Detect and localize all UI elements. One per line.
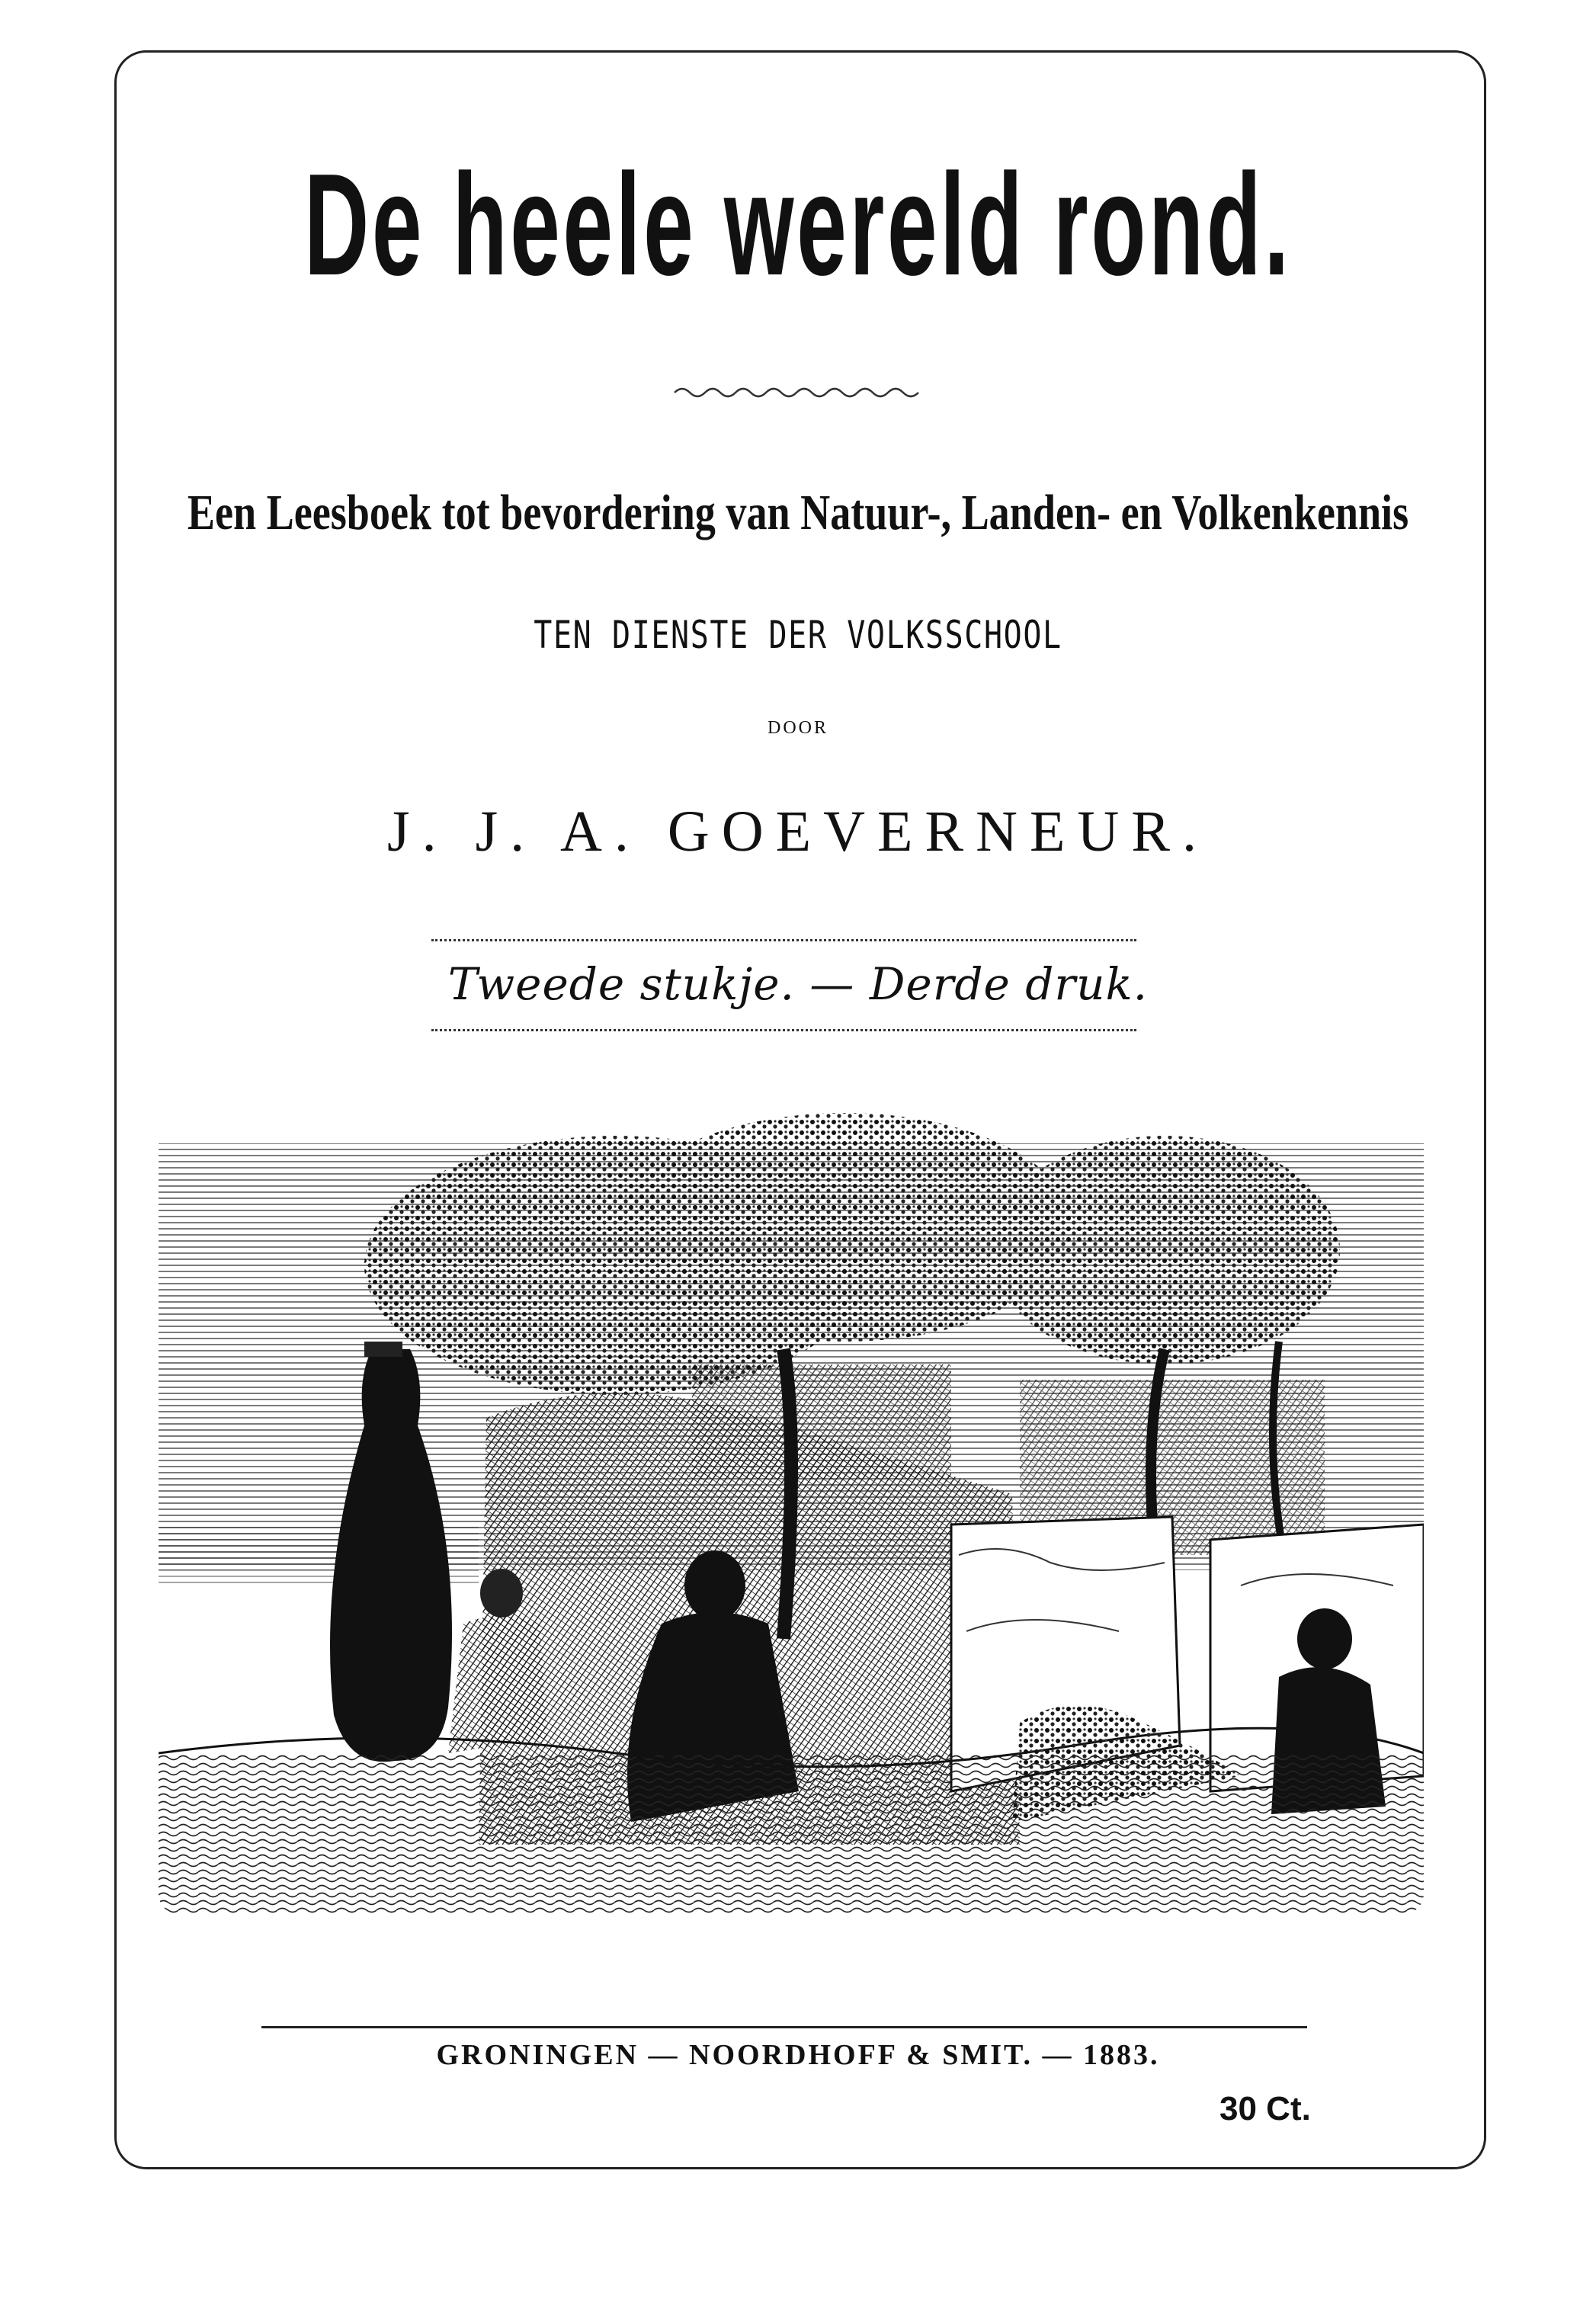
price-label: 30 Ct. <box>1219 2090 1311 2127</box>
book-title: De heele wereld rond. <box>304 144 1292 306</box>
by-line: DOOR <box>767 718 828 738</box>
publisher-line: GRONINGEN — NOORDHOFF & SMIT. — 1883. <box>436 2039 1160 2071</box>
title-ornament-divider <box>671 381 922 404</box>
author-name: J. J. A. GOEVERNEUR. <box>387 800 1209 864</box>
edition-top-dotted-rule <box>431 939 1136 941</box>
edition-bottom-dotted-rule <box>431 1029 1136 1031</box>
engraving-image <box>159 1098 1424 1915</box>
cover-illustration <box>159 1098 1424 1915</box>
edition-line: Tweede stukje. — Derde druk. <box>447 958 1149 1010</box>
publisher-rule <box>261 2026 1307 2028</box>
book-subtitle: Een Leesboek tot bevordering van Natuur-, Landen- en Volkenkennis <box>187 485 1409 540</box>
service-line: TEN DIENSTE DER VOLKSSCHOOL <box>534 613 1062 657</box>
